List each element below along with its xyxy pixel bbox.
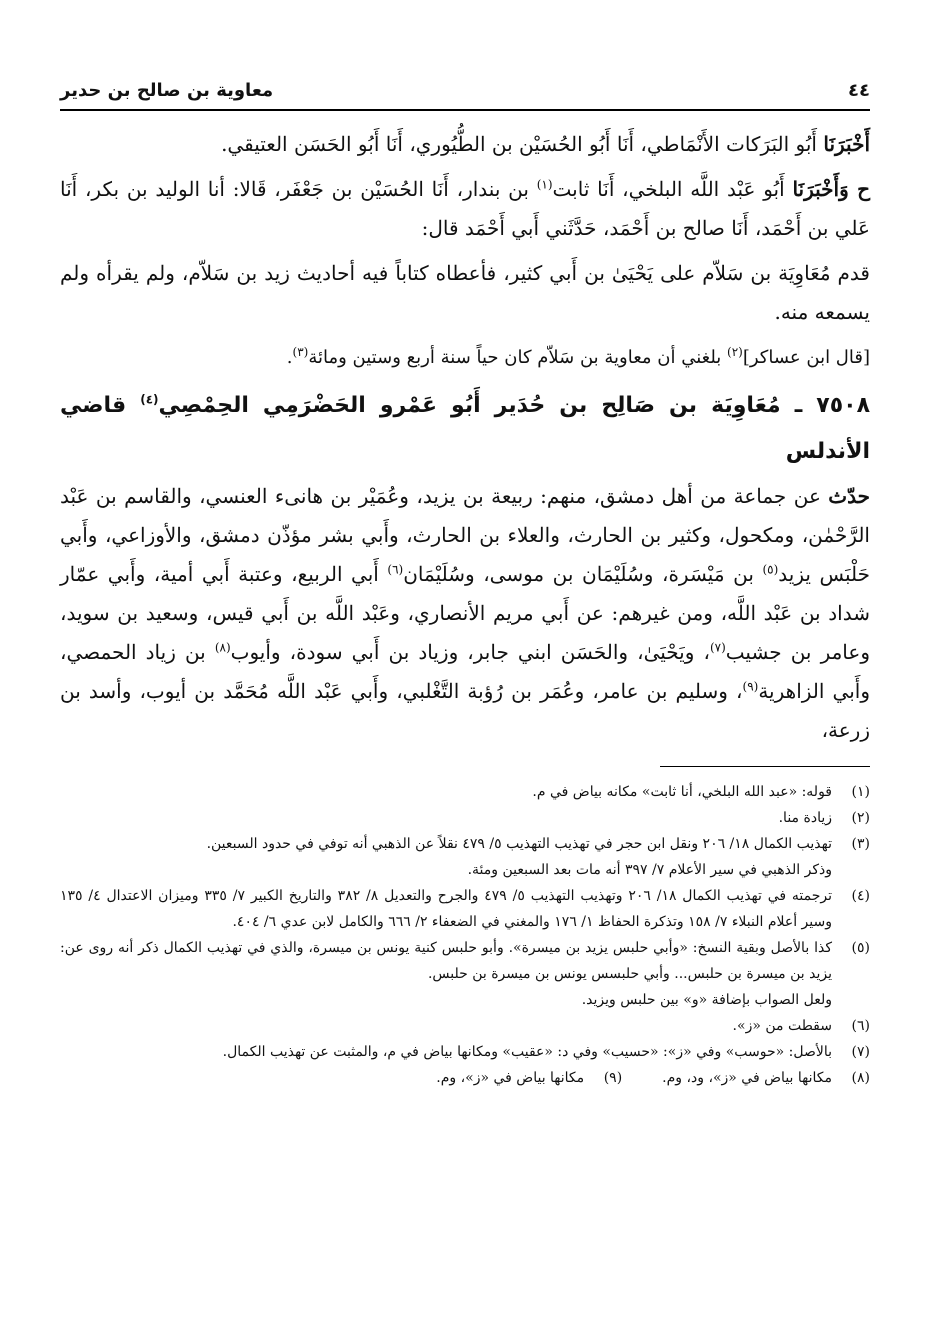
paragraph-text: .	[286, 347, 293, 368]
lead-word: ح وَأَخْبَرَنَا	[792, 177, 871, 201]
footnote-number: (٤)	[851, 888, 870, 904]
footnote-number: (٦)	[851, 1018, 870, 1034]
footnote-number: (٧)	[851, 1044, 870, 1060]
footnote-ref[interactable]: (٥)	[762, 562, 779, 577]
paragraph-text: عن جماعة من أهل دمشق، منهم: ربيعة بن يزيد، وعُمَيْر بن هانىء العنسي، والقاسم بن عَبْد الرَّحْمٰن، ومكحول، وكثير بن الحارث، والعلاء بن الحارث، وأَبي بشر مؤذّن دمشق، والأوزاعي، وأَبي حَلْبَس يزيد	[60, 484, 871, 586]
footnote-text: قوله: «عبد الله البلخي، أنا ثابت» مكانه بياض في م.	[532, 784, 832, 800]
footnote-7	[60, 1039, 870, 1065]
footnotes	[60, 779, 870, 1091]
footnote-text: بالأصل: «حوسب» وفي «ز»: «حسيب» وفي د: «عقيب» ومكانها بياض في م، والمثبت عن تهذيب الكمال.	[222, 1044, 832, 1060]
paragraph-text: أَبُو البَرَكات الأَنْمَاطي، أَنَا أَبُو الحُسَيْن بن الطُّيُوري، أَنَا أَبُو الحَسَن العتيقي.	[221, 132, 824, 156]
entry-title: ٧٥٠٨ ـ مُعَاوِيَة بن صَالِح بن حُدَير أَبُو عَمْرو الحَضْرَمِي الحِمْصِي	[158, 393, 870, 418]
running-head	[60, 80, 870, 109]
footnote-ref[interactable]: (٦)	[387, 562, 404, 577]
footnote-text: كذا بالأصل وبقية النسخ: «وأبي حلبس يزيد بن ميسرة». وأبو حلبس كنية يونس بن ميسرة، والذي في تهذيب الكمال ذكر أنه روى عن: يزيد بن ميسرة بن حلبس... وأبي حلبسس يونس بن ميسرة بن حلبس.	[60, 940, 832, 982]
running-title: معاوية بن صالح بن حدير	[60, 80, 274, 101]
footnote-text: مكانها بياض في «ز»، وم.	[436, 1070, 585, 1086]
footnote-5-continuation: ولعل الصواب بإضافة «و» بين حلبس ويزيد.	[581, 992, 832, 1008]
page-number: ٤٤	[848, 80, 870, 101]
lead-word: أَخْبَرَنَا	[823, 132, 870, 156]
footnote-text: زيادة منا.	[778, 810, 832, 826]
footnote-5	[60, 935, 870, 987]
lead-word: حدّث	[828, 484, 870, 508]
paragraph-text: ، ويَحْيَىٰ، والحَسَن ابني جابر، وزياد بن أَبي سودة، وأيوب	[230, 640, 710, 664]
paragraph-text: [قال ابن عساكر]	[742, 347, 870, 368]
paragraph-report	[60, 254, 870, 332]
footnote-2	[60, 805, 870, 831]
footnote-text: ترجمته في تهذيب الكمال ١٨/ ٢٠٦ وتهذيب التهذيب ٥/ ٤٧٩ والجرح والتعديل ٨/ ٣٨٢ والتاريخ الكبير ٧/ ٣٣٥ وميزان الاعتدال ٤/ ١٣٥ وسير أعلام النبلاء ٧/ ١٥٨ وتذكرة الحفاظ ١/ ١٧٦ والمغني في الضعفاء ٢/ ٦٦٦ والكامل لابن عدي ٦/ ٤٠٤.	[60, 888, 833, 930]
footnote-number: (٣)	[851, 836, 870, 852]
footnote-number: (٨)	[851, 1070, 870, 1086]
footnote-3	[60, 831, 870, 857]
footnotes-8-9	[60, 1065, 870, 1091]
footnote-ref[interactable]: (١)	[536, 177, 553, 192]
footnote-1	[60, 779, 870, 805]
footnote-3-continuation: وذكر الذهبي في سير الأعلام ٧/ ٣٩٧ أنه مات بعد السبعين ومئة.	[467, 862, 832, 878]
footnote-6	[60, 1013, 870, 1039]
paragraph-text: ، وسليم بن عامر، وعُمَر بن رُؤبة التَّغْلبي، وأَبي عَبْد اللَّه مُحَمَّد بن أيوب، وأسد بن زرعة،	[60, 679, 870, 742]
footnote-8	[662, 1065, 870, 1091]
paragraph-entry-body	[60, 477, 870, 750]
footnote-number: (٩)	[603, 1070, 623, 1086]
footnote-9	[436, 1065, 622, 1091]
footnote-number: (٥)	[851, 940, 870, 956]
footnote-ref[interactable]: (٧)	[709, 640, 726, 655]
header-rule	[60, 109, 870, 111]
entry-title-suffix: قاضي الأندلس	[60, 393, 870, 464]
footnote-ref[interactable]: (٩)	[742, 679, 759, 694]
footnote-ref[interactable]: (٣)	[292, 345, 309, 359]
footnote-ref[interactable]: (٤)	[140, 392, 159, 407]
footnote-rule	[660, 766, 870, 767]
paragraph-text: بن بندار، أَنَا الحُسَيْن بن جَعْفَر، قَالا: أنا الوليد بن بكر، أَنَا عَلي بن أَحْمَد، أَنَا صالح بن أَحْمَد، حَدَّثَني أَبي أَحْمَد قال:	[60, 177, 870, 240]
paragraph-text: بلغني أن معاوية بن سَلاّم كان حياً سنة أربع وستين ومائة	[308, 347, 728, 368]
book-page	[60, 80, 870, 1091]
footnote-text: مكانها بياض في «ز»، ود، وم.	[662, 1070, 832, 1086]
paragraph-text: بن مَيْسَرة، وسُلَيْمَان بن موسى، وسُلَيْمَان	[403, 562, 763, 586]
paragraph-text: أَبي الربيع، وعتبة أَبي أمية، وأَبي عمّار شداد بن عَبْد اللَّه، ومن غيرهم: عن أَبي مريم الأنصاري، وعَبْد اللَّه بن أَبي قيس، وسعيد بن سويد، وعامر بن جشيب	[60, 562, 870, 664]
paragraph-text: قدم مُعَاوِيَة بن سَلاّم على يَحْيَىٰ بن أَبي كثير، فأعطاه كتاباً فيه أحاديث زيد بن سَلاّم، ولم يقرأه ولم يسمعه منه.	[60, 261, 870, 324]
footnote-number: (٢)	[851, 810, 870, 826]
footnote-text: تهذيب الكمال ١٨/ ٢٠٦ ونقل ابن حجر في تهذيب التهذيب ٥/ ٤٧٩ نقلاً عن الذهبي أنه توفي في حدود السبعين.	[206, 836, 832, 852]
footnote-number: (١)	[851, 784, 870, 800]
footnote-ref[interactable]: (٢)	[727, 345, 743, 359]
paragraph-isnad-1	[60, 125, 870, 164]
footnote-ref[interactable]: (٨)	[214, 640, 231, 655]
footnote-4	[60, 883, 870, 935]
paragraph-ibn-asakir	[60, 338, 870, 377]
main-text	[60, 125, 870, 750]
paragraph-text: بن زياد الحمصي، وأَبي الزاهرية	[60, 640, 870, 703]
footnote-text: سقطت من «ز».	[732, 1018, 832, 1034]
paragraph-isnad-2	[60, 170, 870, 248]
entry-heading	[60, 383, 870, 475]
paragraph-text: أَبُو عَبْد اللَّه البلخي، أَنَا ثابت	[552, 177, 793, 201]
